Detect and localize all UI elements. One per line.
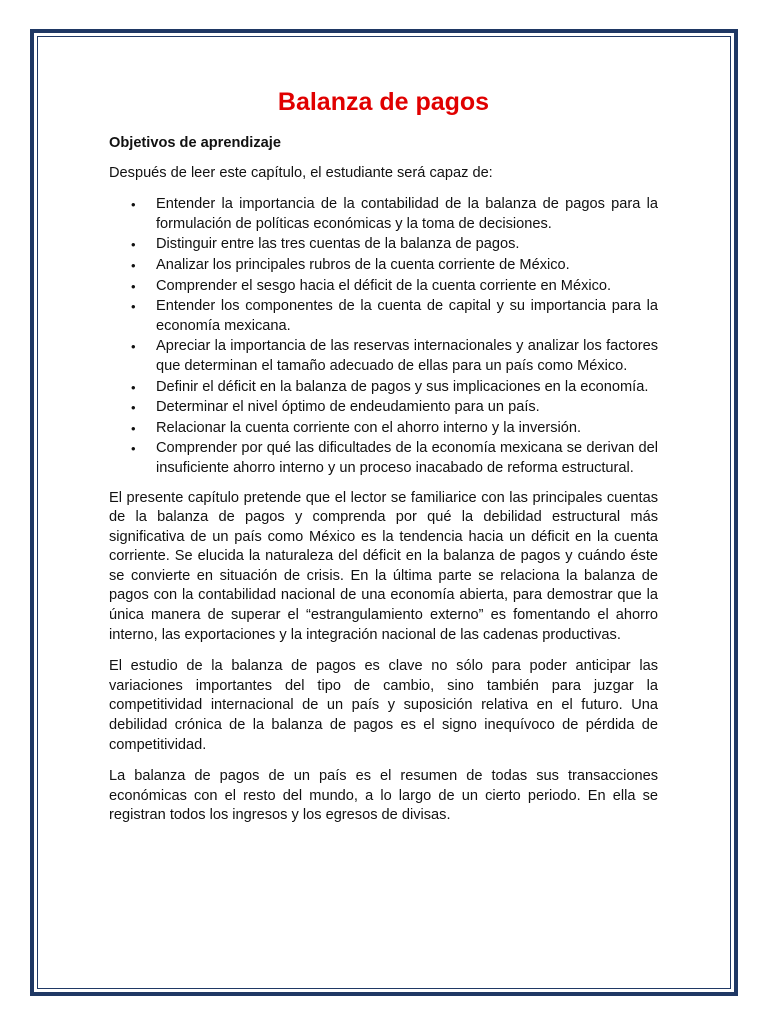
section-heading: Objetivos de aprendizaje — [109, 135, 281, 151]
list-item — [109, 195, 658, 234]
list-item-text: Determinar el nivel óptimo de endeudamiento para un país. — [156, 399, 540, 416]
list-item-text: Comprender el sesgo hacia el déficit de la cuenta corriente en México. — [156, 277, 612, 294]
bullet-icon: • — [131, 197, 136, 213]
list-item-text: Relacionar la cuenta corriente con el ahorro interno y la inversión. — [156, 419, 582, 436]
list-item — [109, 235, 658, 255]
body-paragraph: La balanza de pagos de un país es el resumen de todas sus transacciones económicas con el resto del mundo, a lo largo de un cierto periodo. En ella se registran todos los ingresos y los egresos de divisas. — [109, 768, 658, 824]
bullet-icon: • — [131, 299, 136, 315]
list-item — [109, 277, 658, 297]
list-item — [109, 256, 658, 276]
list-item-text: Definir el déficit en la balanza de pagos y sus implicaciones en la economía. — [156, 378, 649, 395]
list-item — [109, 297, 658, 336]
list-item — [109, 398, 658, 418]
bullet-icon: • — [131, 339, 136, 355]
body-paragraph: El presente capítulo pretende que el lector se familiarice con las principales cuentas de la balanza de pagos y comprenda por qué la debilidad estructural más significativa de un país como México es la tendencia hacia un déficit en la cuenta corriente. Se elucida la naturaleza del déficit en la balanza de pagos y cuándo éste se convierte en situación de crisis. En la última parte se relaciona la balanza de pagos con la contabilidad nacional de una economía abierta, para demostrar que la única manera de superar el “estrangulamiento externo” es fomentando el ahorro interno, las exportaciones y la integración nacional de las cadenas productivas. — [109, 489, 658, 643]
objectives-list — [109, 195, 658, 478]
list-item-text: Analizar los principales rubros de la cuenta corriente de México. — [156, 256, 570, 273]
list-item-text: Distinguir entre las tres cuentas de la balanza de pagos. — [156, 236, 520, 253]
document-content — [109, 86, 658, 838]
body-paragraph: El estudio de la balanza de pagos es clave no sólo para poder anticipar las variaciones importantes del tipo de cambio, sino también para juzgar la competitividad internacional de un país y suposición relativa en el futuro. Una debilidad crónica de la balanza de pagos es el signo inequívoco de pérdida de competitividad. — [109, 658, 658, 753]
bullet-icon: • — [131, 379, 136, 395]
list-item-text: Entender los componentes de la cuenta de capital y su importancia para la economía mexicana. — [156, 298, 658, 334]
list-item — [109, 439, 658, 478]
bullet-icon: • — [131, 441, 136, 457]
list-item-text: Entender la importancia de la contabilidad de la balanza de pagos para la formulación de políticas económicas y la toma de decisiones. — [156, 196, 658, 232]
list-item-text: Apreciar la importancia de las reservas internacionales y analizar los factores que determinan el tamaño adecuado de ellas para un país como México. — [156, 338, 658, 374]
list-item-text: Comprender por qué las dificultades de la economía mexicana se derivan del insuficiente ahorro interno y un proceso inacabado de reforma estructural. — [156, 440, 658, 476]
list-item — [109, 378, 658, 398]
bullet-icon: • — [131, 400, 136, 416]
list-item — [109, 419, 658, 439]
document-title: Balanza de pagos — [277, 88, 490, 116]
bullet-icon: • — [131, 278, 136, 294]
bullet-icon: • — [131, 257, 136, 273]
list-item — [109, 337, 658, 376]
bullet-icon: • — [131, 420, 136, 436]
intro-text: Después de leer este capítulo, el estudiante será capaz de: — [109, 164, 493, 181]
bullet-icon: • — [131, 237, 136, 253]
